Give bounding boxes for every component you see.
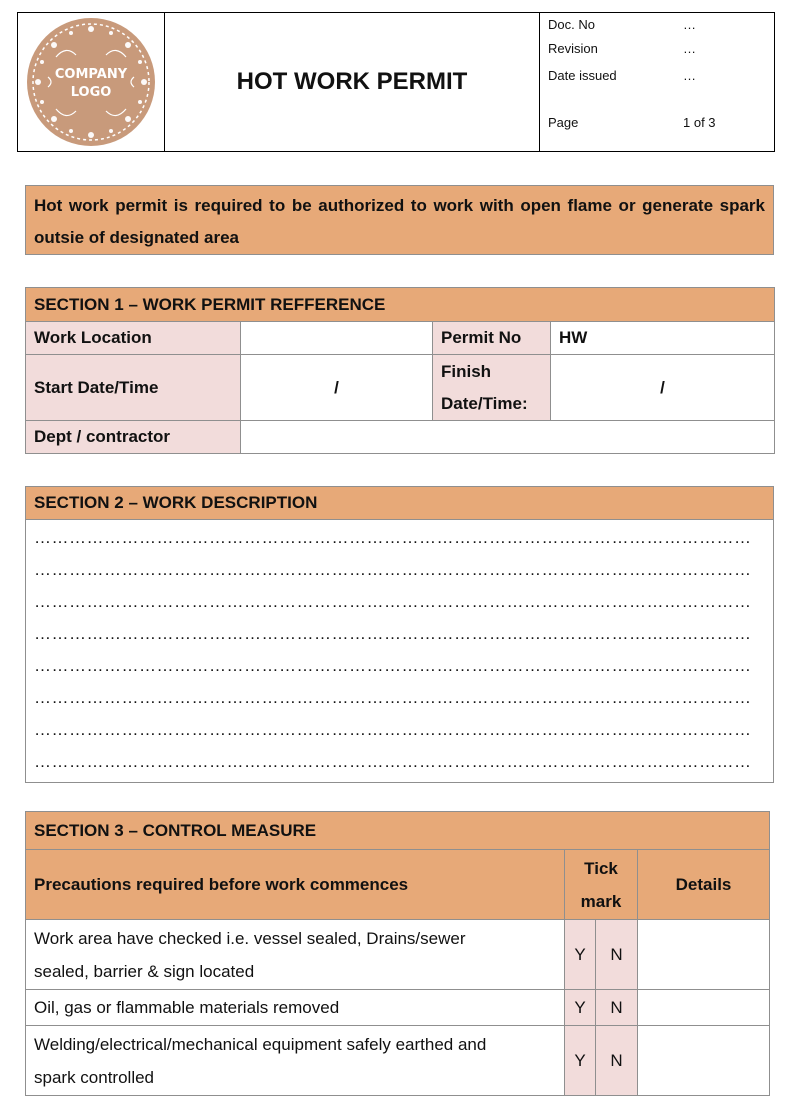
no-checkbox[interactable]: N xyxy=(596,990,638,1026)
precaution-line2: sealed, barrier & sign located xyxy=(34,961,255,981)
no-checkbox[interactable]: N xyxy=(596,920,638,990)
dept-contractor-label: Dept / contractor xyxy=(26,421,241,454)
meta-value: 1 of 3 xyxy=(683,115,716,130)
section2-table xyxy=(25,486,774,783)
details-field[interactable] xyxy=(638,1026,770,1096)
precaution-text: Oil, gas or flammable materials removed xyxy=(26,990,565,1026)
precaution-line1: Work area have checked i.e. vessel sealed, Drains/sewer xyxy=(34,928,466,948)
work-location-label: Work Location xyxy=(26,322,241,355)
section1-title: SECTION 1 – WORK PERMIT REFFERENCE xyxy=(26,288,775,322)
permit-no-label: Permit No xyxy=(433,322,551,355)
logo-text-line2: LOGO xyxy=(70,85,112,100)
meta-label: Date issued xyxy=(548,68,617,83)
description-line: …………………………………………………………………………………………………………… xyxy=(34,560,752,579)
work-location-field[interactable] xyxy=(241,322,433,355)
description-line: …………………………………………………………………………………………………………… xyxy=(34,752,752,771)
dept-contractor-field[interactable] xyxy=(241,421,775,454)
precaution-text xyxy=(26,1026,565,1096)
finish-label-line1: Finish xyxy=(441,361,492,381)
finish-datetime-label xyxy=(433,355,551,421)
logo-cell xyxy=(18,13,165,151)
details-field[interactable] xyxy=(638,990,770,1026)
meta-value: … xyxy=(683,68,696,83)
tick-header-line1: Tick xyxy=(584,858,618,878)
description-line: …………………………………………………………………………………………………………… xyxy=(34,656,752,675)
table-row xyxy=(26,1026,770,1096)
yes-checkbox[interactable]: Y xyxy=(565,990,596,1026)
description-line: …………………………………………………………………………………………………………… xyxy=(34,688,752,707)
description-line: …………………………………………………………………………………………………………… xyxy=(34,528,752,547)
description-line: …………………………………………………………………………………………………………… xyxy=(34,624,752,643)
yes-checkbox[interactable]: Y xyxy=(565,920,596,990)
document-header xyxy=(17,12,775,152)
meta-label: Doc. No xyxy=(548,17,595,32)
table-row xyxy=(26,920,770,990)
permit-no-field[interactable]: HW xyxy=(551,322,775,355)
table-row xyxy=(26,990,770,1026)
start-datetime-field[interactable]: / xyxy=(241,355,433,421)
work-description-field[interactable] xyxy=(26,520,774,783)
no-checkbox[interactable]: N xyxy=(596,1026,638,1096)
tick-header-line2: mark xyxy=(580,891,622,911)
logo-text-line1: COMPANY xyxy=(54,67,128,82)
precaution-text xyxy=(26,920,565,990)
description-line: …………………………………………………………………………………………………………… xyxy=(34,720,752,739)
meta-doc-no xyxy=(548,17,766,32)
precautions-header: Precautions required before work commences xyxy=(26,850,565,920)
start-datetime-label: Start Date/Time xyxy=(26,355,241,421)
document-title: HOT WORK PERMIT xyxy=(165,13,540,151)
yes-checkbox[interactable]: Y xyxy=(565,1026,596,1096)
finish-label-line2: Date/Time: xyxy=(441,393,528,413)
section1-table xyxy=(25,287,775,454)
tick-mark-header xyxy=(565,850,638,920)
meta-page xyxy=(548,115,766,130)
meta-value: … xyxy=(683,17,696,32)
meta-value: … xyxy=(683,41,696,56)
meta-label: Page xyxy=(548,115,579,130)
meta-revision xyxy=(548,41,766,56)
section3-table xyxy=(25,811,770,1096)
meta-label: Revision xyxy=(548,41,598,56)
intro-banner: Hot work permit is required to be authorized to work with open flame or generate spark outsie of designated area xyxy=(25,185,774,255)
company-logo-icon xyxy=(26,17,156,147)
section2-title: SECTION 2 – WORK DESCRIPTION xyxy=(26,487,774,520)
document-meta xyxy=(540,13,774,151)
meta-date-issued xyxy=(548,68,766,83)
details-header: Details xyxy=(638,850,770,920)
precaution-line1: Welding/electrical/mechanical equipment safely earthed and xyxy=(34,1034,487,1054)
precaution-line2: spark controlled xyxy=(34,1067,155,1087)
description-line: …………………………………………………………………………………………………………… xyxy=(34,592,752,611)
section3-title: SECTION 3 – CONTROL MEASURE xyxy=(26,812,770,850)
finish-datetime-field[interactable]: / xyxy=(551,355,775,421)
details-field[interactable] xyxy=(638,920,770,990)
